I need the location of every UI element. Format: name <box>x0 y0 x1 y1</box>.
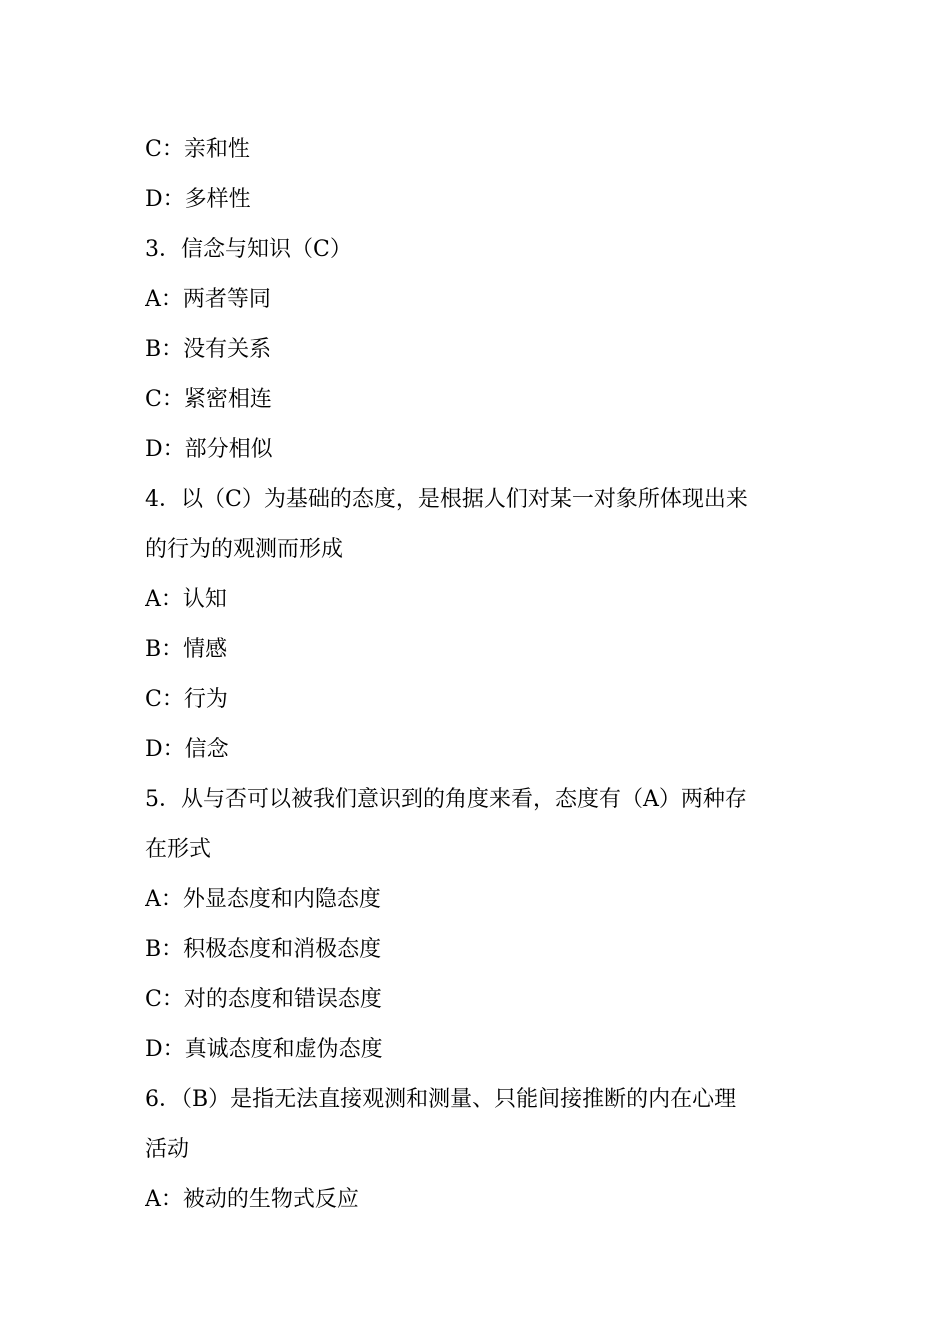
question-5-line-1: 5．从与否可以被我们意识到的角度来看，态度有（A）两种存 <box>145 787 747 812</box>
question-4-line-1: 4．以（C）为基础的态度，是根据人们对某一对象所体现出来 <box>145 487 748 512</box>
option-a-q4: A：认知 <box>145 587 227 612</box>
option-c-q2: C：亲和性 <box>145 137 250 162</box>
option-d-q4: D：信念 <box>145 737 229 762</box>
question-6-line-2: 活动 <box>145 1137 190 1162</box>
option-a-q5: A：外显态度和内隐态度 <box>145 887 381 912</box>
question-5-line-2: 在形式 <box>145 837 212 862</box>
option-c-q4: C：行为 <box>145 687 228 712</box>
document-content <box>145 125 805 1225</box>
option-d-q2: D：多样性 <box>145 187 251 212</box>
question-6-line-1: 6．（B）是指无法直接观测和测量、只能间接推断的内在心理 <box>145 1087 737 1112</box>
question-4-line-2: 的行为的观测而形成 <box>145 537 344 562</box>
option-d-q5: D：真诚态度和虚伪态度 <box>145 1037 383 1062</box>
option-b-q5: B：积极态度和消极态度 <box>145 937 382 962</box>
option-c-q3: C：紧密相连 <box>145 387 272 412</box>
option-d-q3: D：部分相似 <box>145 437 273 462</box>
option-b-q4: B：情感 <box>145 637 228 662</box>
option-b-q3: B：没有关系 <box>145 337 272 362</box>
option-c-q5: C：对的态度和错误态度 <box>145 987 382 1012</box>
option-a-q6: A：被动的生物式反应 <box>145 1187 359 1212</box>
question-3: 3．信念与知识（C） <box>145 237 352 262</box>
option-a-q3: A：两者等同 <box>145 287 271 312</box>
